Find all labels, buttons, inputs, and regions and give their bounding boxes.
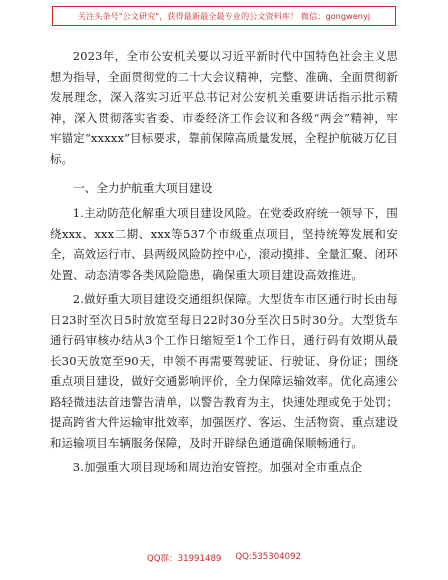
intro-paragraph: 2023年，全市公安机关要以习近平新时代中国特色社会主义思想为指导，全面贯彻党的二十大会议精神，完整、准确、全面贯彻新发展理念，深入落实习近平总书记对公安机关重要讲话指示批示精神，深入贯彻落实省委、市委经济工作会议和各级“两会”精神，牢牢锚定“xxxxx”目标要求，靠前保障高质量发展，全程护航破万亿目标。 [50, 49, 398, 166]
footer [0, 552, 448, 568]
top-banner [52, 6, 396, 26]
footer-qq-group: QQ群：31991489 [146, 554, 222, 564]
item-3-paragraph: 3.加强重大项目现场和周边治安管控。加强对全市重点企 [72, 460, 363, 474]
document-body [50, 46, 398, 478]
item-2-paragraph: 2.做好重大项目建设交通组织保障。大型货车市区通行时长由每日23时至次日5时放宽至每日22时30分至次日5时30分。大型货车通行码审核办结从3个工作日缩短至1个工作日，通行码有效期从最长30天放宽至90天，申领不再需要驾驶证、行驶证、身份证；围绕重点项目建设，做好交通影响评价，全力保障运输效率。优化高速公路轻微违法首违警告清单，以警告教育为主，快速处理或免于处罚；提高跨省大件运输审批效率，加强医疗、客运、生活物资、重点建设和运输项目车辆服务保障，及时开辟绿色通道确保顺畅通行。 [50, 292, 398, 450]
footer-qq: QQ:535304092 [235, 552, 302, 562]
section-heading: 一、全力护航重大项目建设 [73, 181, 213, 195]
banner-text: 关注头条号"公文研究"，获得最新最全最专业的公文资料库！ 微信：gongwenyj [77, 10, 371, 21]
item-1-paragraph: 1.主动防范化解重大项目建设风险。在党委政府统一领导下，围绕xxx、xxx二期、xxx等537个市级重点项目，坚持统筹发展和安全，高效运行市、县两级风险防控中心，滚动摸排、全量汇聚、闭环处置、动态清零各类风险隐患，确保重大项目建设高效推进。 [50, 206, 398, 282]
